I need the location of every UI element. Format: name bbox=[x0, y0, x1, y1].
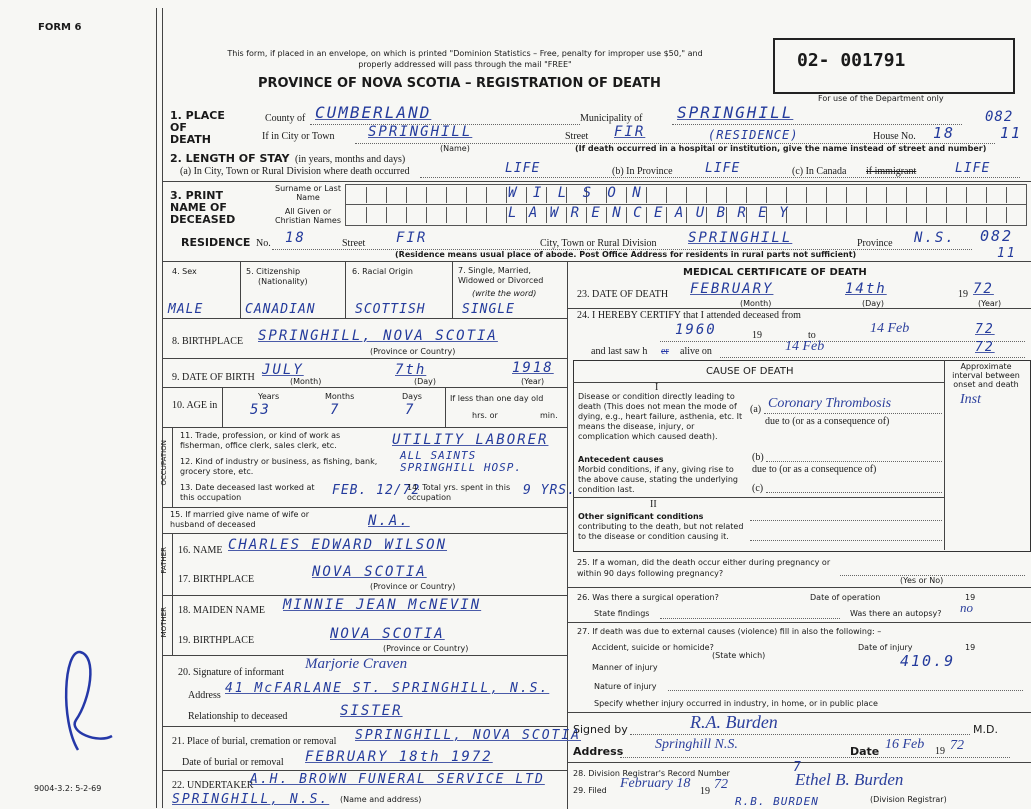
last-saw-struck: er bbox=[661, 346, 669, 357]
state-which-label: (State which) bbox=[712, 651, 766, 660]
name-grid-cell bbox=[806, 207, 807, 223]
q13-label: 13. Date deceased last worked at this occupation bbox=[180, 483, 315, 502]
antecedent-desc: Morbid conditions, if any, giving rise to the above cause, stating the underlying condition last. bbox=[578, 465, 738, 494]
q11-label: 11. Trade, profession, or kind of work as fisherman, office clerk, sales clerk, etc. bbox=[180, 431, 341, 450]
informant-address: 41 McFARLANE ST. SPRINGHILL, N.S. bbox=[225, 681, 550, 696]
cause-b-due: due to (or as a consequence of) bbox=[752, 464, 877, 475]
name-grid-cell bbox=[706, 187, 707, 203]
min-label: min. bbox=[540, 411, 558, 420]
less-than-day-label: If less than one day old bbox=[450, 394, 544, 403]
months-label: Months bbox=[325, 392, 355, 401]
last-saw-line bbox=[720, 357, 1025, 358]
q25-sublabel: (Yes or No) bbox=[900, 576, 944, 585]
father-birthplace-sublabel: (Province or Country) bbox=[370, 582, 456, 591]
county-value: CUMBERLAND bbox=[315, 103, 432, 122]
municipality-line bbox=[672, 124, 962, 125]
nature-line bbox=[668, 690, 1023, 691]
informant-label: 20. Signature of informant bbox=[178, 667, 285, 678]
col-div-1 bbox=[240, 262, 241, 318]
informant-bottom bbox=[163, 726, 567, 727]
cert-date-label: Date bbox=[850, 745, 880, 758]
injury-year: 19 bbox=[965, 643, 976, 652]
name-grid-cell bbox=[446, 207, 447, 223]
name-grid-cell bbox=[946, 207, 947, 223]
signed-line bbox=[630, 734, 970, 735]
racial-label: 6. Racial Origin bbox=[352, 267, 413, 276]
residence-province: N.S. bbox=[914, 230, 956, 246]
name-grid-cell bbox=[986, 207, 987, 223]
q15-label: 15. If married give name of wife or husband of deceased bbox=[170, 510, 310, 529]
age-years: 53 bbox=[250, 402, 271, 418]
name-grid-cell bbox=[986, 187, 987, 203]
residence-city: SPRINGHILL bbox=[688, 230, 793, 246]
name-grid-cell bbox=[1006, 187, 1007, 203]
findings-line bbox=[660, 618, 840, 619]
relationship-label: Relationship to deceased bbox=[188, 711, 288, 722]
registrar-label: (Division Registrar) bbox=[870, 795, 947, 804]
name-grid-cell bbox=[366, 207, 367, 223]
dod-year-label: (Year) bbox=[978, 299, 1002, 308]
name-grid-cell bbox=[506, 187, 507, 203]
q25-bottom bbox=[567, 587, 1031, 588]
q15-bottom bbox=[163, 533, 567, 534]
county-label: County of bbox=[265, 113, 306, 124]
name-sublabel: (Name) bbox=[440, 144, 470, 153]
mother-side-rule bbox=[172, 595, 173, 655]
house-value: 18 bbox=[933, 124, 956, 142]
undertaker-address: SPRINGHILL, N.S. bbox=[172, 792, 330, 807]
filed-year: 72 bbox=[714, 777, 728, 792]
dob-day-label: (Day) bbox=[414, 377, 437, 386]
name-grid-cell bbox=[486, 207, 487, 223]
dob-label: 9. DATE OF BIRTH bbox=[172, 372, 255, 383]
cert-date: 16 Feb bbox=[885, 737, 925, 752]
q26-label: 26. Was there a surgical operation? bbox=[577, 593, 719, 602]
center-divider bbox=[567, 262, 568, 809]
date-of-death-day: 14th bbox=[845, 281, 887, 297]
name-grid-cell bbox=[666, 187, 667, 203]
other-line-2 bbox=[750, 540, 942, 541]
stay-b-value: LIFE bbox=[705, 161, 741, 176]
antecedent-label: Antecedent causes bbox=[578, 455, 664, 464]
burial-place-label: 21. Place of burial, cremation or removal bbox=[172, 736, 337, 747]
attended-line bbox=[660, 341, 1025, 342]
undertaker-label: 22. UNDERTAKER bbox=[172, 780, 254, 791]
stay-c-value: LIFE bbox=[955, 161, 991, 176]
age-div-2 bbox=[445, 387, 446, 427]
age-label: 10. AGE in bbox=[172, 400, 218, 411]
father-bottom bbox=[163, 595, 567, 596]
name-grid-cell bbox=[926, 207, 927, 223]
residence-province-label: Province bbox=[857, 238, 893, 249]
cause-a-label: (a) bbox=[750, 404, 762, 415]
father-side-label: FATHER bbox=[160, 547, 168, 574]
stay-a-value: LIFE bbox=[505, 161, 541, 176]
date-of-death-label: 23. DATE OF DEATH bbox=[577, 289, 669, 300]
name-grid-cell bbox=[966, 207, 967, 223]
other-conditions-label: Other significant conditions bbox=[578, 512, 704, 521]
stay-line bbox=[420, 177, 1020, 178]
citizenship-sublabel: (Nationality) bbox=[258, 277, 308, 286]
father-birthplace: NOVA SCOTIA bbox=[312, 564, 427, 580]
cert-year: 72 bbox=[950, 738, 964, 753]
relationship-value: SISTER bbox=[340, 703, 403, 719]
autopsy-label: Was there an autopsy? bbox=[850, 609, 942, 618]
residence-no: 18 bbox=[285, 230, 306, 246]
mother-birthplace-sublabel: (Province or Country) bbox=[383, 644, 469, 653]
attended-to-year: 72 bbox=[975, 322, 995, 337]
alive-on-label: alive on bbox=[680, 346, 712, 357]
mail-notice: This form, if placed in an envelope, on which is printed "Dominion Statistics – Free, penalty for improper use $50," and properly addressed will pass through the mail "FREE" bbox=[227, 49, 703, 69]
left-margin-rule bbox=[156, 8, 157, 808]
name-grid-cell bbox=[426, 187, 427, 203]
name-grid-cell bbox=[766, 187, 767, 203]
name-grid-cell bbox=[466, 207, 467, 223]
state-findings-label: State findings bbox=[594, 609, 650, 618]
name-grid-cell bbox=[406, 187, 407, 203]
cause-a-line bbox=[764, 413, 942, 414]
residence-city-label: City, Town or Rural Division bbox=[540, 238, 657, 249]
residence-bottom-rule bbox=[163, 261, 1031, 262]
q26-bottom bbox=[567, 622, 1031, 623]
municipality-value: SPRINGHILL bbox=[677, 103, 794, 122]
registrar-printed-name: R.B. BURDEN bbox=[735, 795, 819, 808]
q27-bottom bbox=[567, 712, 1031, 713]
burial-bottom bbox=[163, 770, 567, 771]
years-label: Years bbox=[258, 392, 280, 401]
name-grid-cell bbox=[506, 207, 507, 223]
undertaker-sublabel: (Name and address) bbox=[340, 795, 422, 804]
house-label: House No. bbox=[873, 131, 916, 142]
name-grid-cell bbox=[426, 207, 427, 223]
form-title: PROVINCE OF NOVA SCOTIA – REGISTRATION OF DEATH bbox=[258, 76, 661, 91]
length-of-stay-label: 2. LENGTH OF STAY bbox=[170, 152, 290, 165]
q25-label: 25. If a woman, did the death occur either during pregnancy or within 90 days following pregnancy? bbox=[577, 558, 831, 578]
manner-label: Manner of injury bbox=[592, 663, 658, 672]
autopsy-value: no bbox=[960, 600, 973, 615]
sex-row-bottom bbox=[163, 318, 567, 319]
name-grid-cell bbox=[466, 187, 467, 203]
disease-label: Disease or condition directly leading to death (This does not mean the mode of dying, e.g., heart failure, asthenia, etc. It means the disease, injury, or complication which caused death). bbox=[578, 392, 743, 441]
burial-date: FEBRUARY 18th 1972 bbox=[305, 749, 493, 765]
last-saw-label: and last saw h bbox=[591, 346, 648, 357]
father-side-rule bbox=[172, 533, 173, 595]
name-grid-cell bbox=[786, 187, 787, 203]
dod-bottom bbox=[567, 308, 1031, 309]
handwritten-ampersand-mark bbox=[50, 640, 120, 760]
dod-day-label: (Day) bbox=[862, 299, 885, 308]
residence-note: (Residence means usual place of abode. Post Office Address for residents in rural parts not sufficient) bbox=[395, 250, 857, 259]
marital-value: SINGLE bbox=[462, 302, 515, 317]
city-value: SPRINGHILL bbox=[368, 124, 473, 140]
q26-year: 19 bbox=[965, 593, 976, 602]
industry-label: Specify whether injury occurred in industry, in home, or in public place bbox=[594, 699, 878, 708]
registrar-signature: Ethel B. Burden bbox=[795, 770, 904, 789]
q13-value: FEB. 12/72 bbox=[332, 483, 421, 498]
municipality-label: Municipality of bbox=[580, 113, 643, 124]
father-name: CHARLES EDWARD WILSON bbox=[228, 537, 448, 553]
col-div-3 bbox=[452, 262, 453, 318]
cause-c-line bbox=[766, 492, 942, 493]
name-grid-cell bbox=[386, 187, 387, 203]
undertaker-name: A.H. BROWN FUNERAL SERVICE LTD bbox=[250, 772, 545, 787]
mother-name: MINNIE JEAN McNEVIN bbox=[283, 597, 482, 613]
dob-year: 1918 bbox=[512, 360, 554, 376]
birthplace-bottom bbox=[163, 358, 567, 359]
cause-b-label: (b) bbox=[752, 452, 764, 463]
name-grid-cell bbox=[966, 187, 967, 203]
mother-birthplace: NOVA SCOTIA bbox=[330, 626, 445, 642]
surname-value: W I L S O N bbox=[508, 185, 645, 201]
dob-year-label: (Year) bbox=[521, 377, 545, 386]
place-of-death-text: 1. PLACE OF DEATH bbox=[170, 109, 225, 146]
stay-c-label: (c) In Canada bbox=[792, 166, 847, 177]
residence-street-label: Street bbox=[342, 238, 366, 249]
citizenship-label: 5. Citizenship bbox=[246, 267, 301, 276]
print-name-label: 3. PRINT NAME OF DECEASED bbox=[170, 189, 236, 226]
q15-value: N.A. bbox=[368, 513, 410, 529]
residence-code: 082 bbox=[980, 227, 1014, 245]
cause-header-rule bbox=[573, 382, 944, 383]
dept-use-note: For use of the Department only bbox=[818, 94, 944, 103]
filed-label: 29. Filed bbox=[573, 786, 607, 795]
filed-year-prefix: 19 bbox=[700, 786, 710, 797]
part-two-label: II bbox=[650, 499, 657, 510]
racial-value: SCOTTISH bbox=[355, 302, 426, 317]
dob-month: JULY bbox=[262, 362, 304, 378]
name-grid-cell bbox=[1006, 207, 1007, 223]
age-div bbox=[222, 387, 223, 427]
dod-month-label: (Month) bbox=[740, 299, 772, 308]
birthplace-sublabel: (Province or Country) bbox=[370, 347, 456, 356]
doctor-address-label: Address bbox=[573, 745, 624, 758]
name-grid-cell bbox=[886, 207, 887, 223]
date-of-death-month: FEBRUARY bbox=[690, 281, 774, 297]
q12-value-1: ALL SAINTS bbox=[400, 449, 477, 462]
last-saw-date: 14 Feb bbox=[785, 339, 825, 354]
street-label: Street bbox=[565, 131, 589, 142]
name-grid-cell bbox=[646, 187, 647, 203]
mother-birthplace-label: 19. BIRTHPLACE bbox=[178, 635, 255, 646]
name-grid-cell bbox=[686, 187, 687, 203]
name-grid-cell bbox=[486, 187, 487, 203]
cause-a-value: Coronary Thrombosis bbox=[768, 396, 892, 411]
name-grid-cell bbox=[866, 187, 867, 203]
medical-title: MEDICAL CERTIFICATE OF DEATH bbox=[683, 267, 867, 278]
given-names-label: All Given or Christian Names bbox=[275, 207, 341, 225]
last-saw-year: 72 bbox=[975, 340, 995, 355]
other-line-1 bbox=[750, 520, 942, 521]
name-grid-cell bbox=[846, 207, 847, 223]
age-months: 7 bbox=[330, 402, 341, 418]
stay-c-struck: if immigrant bbox=[866, 166, 917, 177]
residence-code2: 11 bbox=[997, 246, 1017, 261]
form-print-code: 9004-3.2: 5-2-69 bbox=[34, 784, 102, 793]
city-label: If in City or Town bbox=[262, 131, 335, 142]
dob-month-label: (Month) bbox=[290, 377, 322, 386]
attended-label: 24. I HEREBY CERTIFY that I attended deceased from bbox=[577, 310, 801, 321]
age-days: 7 bbox=[405, 402, 416, 418]
date-of-death-year-prefix: 19 bbox=[958, 289, 968, 300]
sex-label: 4. Sex bbox=[172, 267, 197, 276]
hrs-label: hrs. or bbox=[472, 411, 498, 420]
burial-place: SPRINGHILL, NOVA SCOTIA bbox=[355, 728, 582, 743]
injury-date-label: Date of injury bbox=[858, 643, 913, 652]
attended-from-prefix: 19 bbox=[752, 330, 762, 341]
occupation-side-rule bbox=[172, 427, 173, 507]
place-code: 082 bbox=[985, 109, 1014, 125]
registrar-record-number: 7 bbox=[793, 760, 803, 775]
cause-c-label: (c) bbox=[752, 483, 764, 494]
stay-b-label: (b) In Province bbox=[612, 166, 673, 177]
name-grid-cell bbox=[806, 187, 807, 203]
age-bottom bbox=[163, 427, 567, 428]
stay-a-label: (a) In City, Town or Rural Division where death occurred bbox=[180, 166, 410, 177]
registration-number-box bbox=[773, 38, 1015, 94]
informant-address-label: Address bbox=[188, 690, 221, 701]
hospital-note: (If death occurred in a hospital or institution, give the name instead of street and number) bbox=[575, 144, 987, 153]
marital-sublabel: (write the word) bbox=[472, 289, 537, 298]
signed-by-value: R.A. Burden bbox=[690, 712, 778, 732]
mother-name-label: 18. MAIDEN NAME bbox=[178, 605, 265, 616]
interval-column-rule bbox=[944, 360, 945, 550]
name-grid-cell bbox=[366, 187, 367, 203]
doctor-address-line bbox=[620, 757, 1010, 758]
name-grid-cell bbox=[826, 187, 827, 203]
signed-by-label: Signed by bbox=[573, 723, 628, 736]
registrar-record-label: 28. Division Registrar's Record Number bbox=[573, 769, 730, 778]
name-grid-cell bbox=[386, 207, 387, 223]
dob-bottom bbox=[163, 387, 567, 388]
informant-signature: Marjorie Craven bbox=[305, 656, 408, 672]
date-of-death-year: 72 bbox=[973, 281, 994, 297]
q12-value-2: SPRINGHILL HOSP. bbox=[400, 461, 522, 474]
birthplace-label: 8. BIRTHPLACE bbox=[172, 336, 244, 347]
left-margin-rule-inner bbox=[162, 8, 163, 808]
name-grid-cell bbox=[726, 187, 727, 203]
q12-label: 12. Kind of industry or business, as fishing, bank, grocery store, etc. bbox=[180, 457, 378, 476]
cause-a-due: due to (or as a consequence of) bbox=[765, 416, 890, 427]
filed-date: February 18 bbox=[620, 776, 691, 791]
doctor-address: Springhill N.S. bbox=[655, 737, 738, 752]
q26-date-label: Date of operation bbox=[810, 593, 881, 602]
cert-year-prefix: 19 bbox=[935, 746, 945, 757]
attended-to-label: to bbox=[808, 330, 816, 341]
name-grid-cell bbox=[746, 187, 747, 203]
residence-no-label: No. bbox=[256, 238, 271, 249]
mother-side-label: MOTHER bbox=[160, 607, 168, 638]
house-code: 11 bbox=[1000, 124, 1023, 142]
name-grid-cell bbox=[886, 187, 887, 203]
given-names-value: L A W R E N C E A U B R E Y bbox=[508, 205, 790, 221]
nature-label: Nature of injury bbox=[594, 682, 657, 691]
approx-interval-label: Approximate interval between onset and death bbox=[952, 362, 1020, 389]
days-label: Days bbox=[402, 392, 422, 401]
father-birthplace-label: 17. BIRTHPLACE bbox=[178, 574, 255, 585]
attended-to: 14 Feb bbox=[870, 321, 910, 336]
occupation-bottom bbox=[163, 507, 567, 508]
residence-street: FIR bbox=[396, 230, 428, 246]
surname-label: Surname or Last Name bbox=[275, 184, 341, 202]
burial-date-label: Date of burial or removal bbox=[182, 757, 284, 768]
birthplace-value: SPRINGHILL, NOVA SCOTIA bbox=[258, 328, 498, 344]
cause-title: CAUSE OF DEATH bbox=[706, 366, 794, 377]
name-grid-cell bbox=[906, 187, 907, 203]
q27-label: 27. If death was due to external causes (violence) fill in also the following: – bbox=[577, 627, 882, 636]
col-div-2 bbox=[345, 262, 346, 318]
name-grid-cell bbox=[826, 207, 827, 223]
md-label: M.D. bbox=[973, 723, 998, 736]
name-grid-cell bbox=[926, 187, 927, 203]
street-value: FIR bbox=[614, 124, 646, 140]
registration-number: 02- 001791 bbox=[797, 50, 906, 71]
form-id: FORM 6 bbox=[38, 22, 82, 33]
residence-note: (RESIDENCE) bbox=[708, 128, 799, 142]
dob-day: 7th bbox=[395, 362, 427, 378]
occupation-side-label: OCCUPATION bbox=[160, 440, 168, 486]
name-grid-cell bbox=[866, 207, 867, 223]
father-name-label: 16. NAME bbox=[178, 545, 223, 556]
sex-value: MALE bbox=[168, 302, 204, 317]
q14-label: 14. Total yrs. spent in this occupation bbox=[407, 483, 511, 502]
residence-label: RESIDENCE bbox=[181, 236, 251, 249]
other-conditions-desc: contributing to the death, but not related to the disease or condition causing it. bbox=[578, 522, 744, 541]
accident-label: Accident, suicide or homicide? bbox=[592, 643, 714, 652]
attended-from: 1960 bbox=[675, 322, 717, 338]
q11-value: UTILITY LABORER bbox=[392, 432, 549, 448]
cause-code: 410.9 bbox=[900, 652, 956, 670]
cause-a-interval: Inst bbox=[960, 392, 981, 407]
name-grid-cell bbox=[946, 187, 947, 203]
name-grid-cell bbox=[906, 207, 907, 223]
marital-label: 7. Single, Married, Widowed or Divorced bbox=[458, 266, 544, 285]
length-of-stay-sublabel: (in years, months and days) bbox=[295, 154, 406, 165]
q14-value: 9 YRS. bbox=[523, 483, 576, 498]
name-section-top-rule bbox=[163, 181, 1031, 182]
name-grid-cell bbox=[406, 207, 407, 223]
part-two-rule bbox=[573, 497, 944, 498]
citizenship-value: CANADIAN bbox=[245, 302, 316, 317]
name-grid-cell bbox=[846, 187, 847, 203]
place-of-death-label bbox=[170, 110, 230, 146]
name-grid-cell bbox=[446, 187, 447, 203]
cause-b-line bbox=[766, 461, 942, 462]
part-one-label: I bbox=[655, 382, 659, 393]
